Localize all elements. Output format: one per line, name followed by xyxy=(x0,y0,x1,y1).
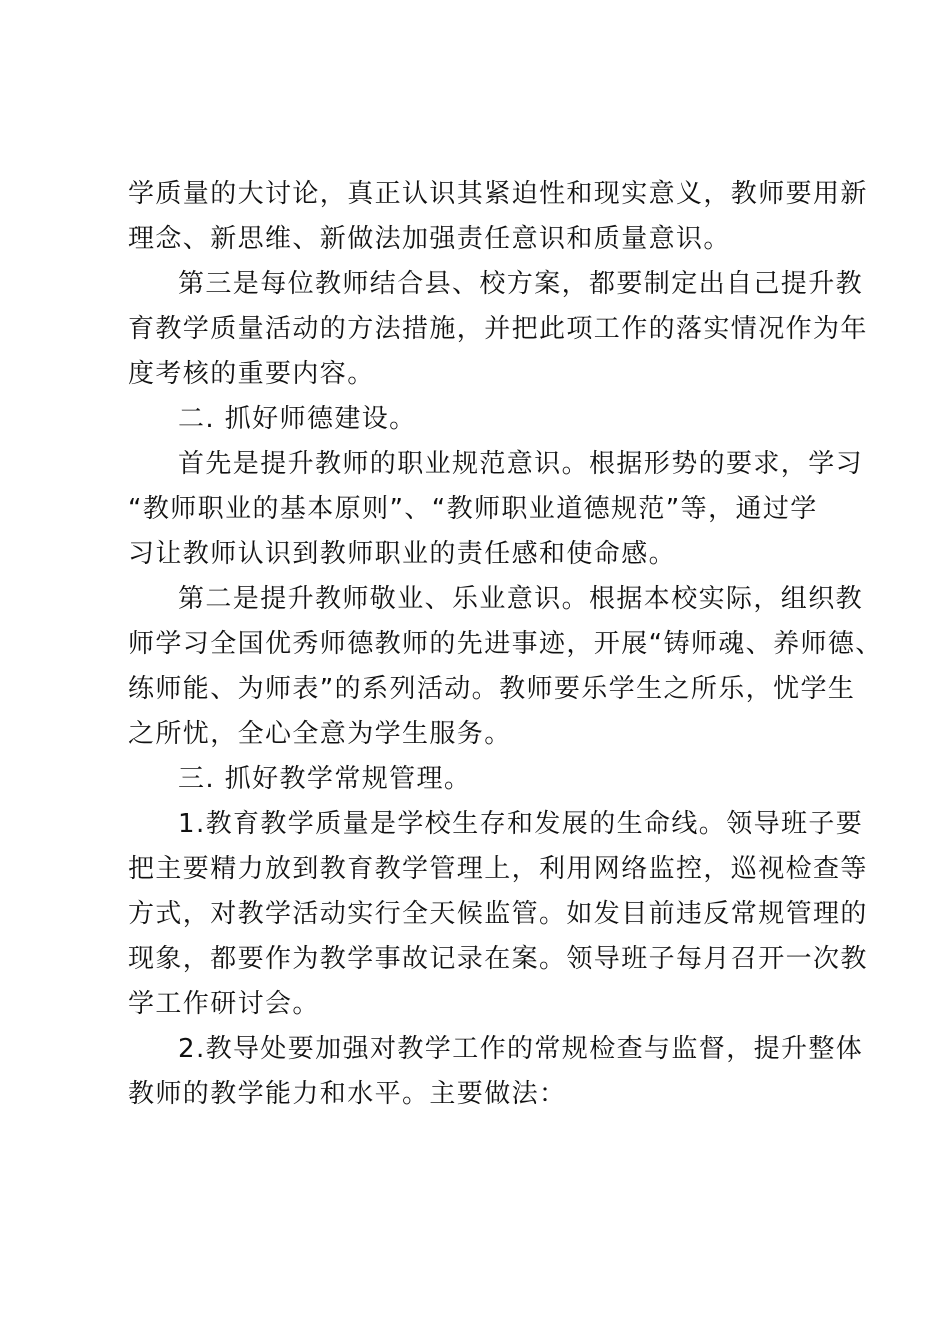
paragraph-first-line: 第二是提升教师敬业、乐业意识。根据本校实际，组织教 xyxy=(178,584,864,614)
text-line: 把主要精力放到教育教学管理上，利用网络监控，巡视检查等 xyxy=(128,854,868,884)
text-line: 之所忧，全心全意为学生服务。 xyxy=(128,719,512,749)
text-line: 师学习全国优秀师德教师的先进事迹，开展“铸师魂、养师德、 xyxy=(128,629,883,659)
text-line: 练师能、为师表”的系列活动。教师要乐学生之所乐，忧学生 xyxy=(128,674,856,704)
text-line: 育教学质量活动的方法措施，并把此项工作的落实情况作为年 xyxy=(128,314,868,344)
text-line: 学质量的大讨论，真正认识其紧迫性和现实意义，教师要用新 xyxy=(128,179,868,209)
text-line: 习让教师认识到教师职业的责任感和使命感。 xyxy=(128,539,677,569)
section-heading: 三. 抓好教学常规管理。 xyxy=(178,764,472,794)
text-line: “教师职业的基本原则”、“教师职业道德规范”等，通过学 xyxy=(128,494,818,524)
text-line: 教师的教学能力和水平。主要做法： xyxy=(128,1079,567,1109)
paragraph-first-line: 首先是提升教师的职业规范意识。根据形势的要求，学习 xyxy=(178,449,864,479)
text-line: 理念、新思维、新做法加强责任意识和质量意识。 xyxy=(128,224,731,254)
paragraph-first-line: 2.教导处要加强对教学工作的常规检查与监督，提升整体 xyxy=(178,1034,864,1064)
paragraph-first-line: 1.教育教学质量是学校生存和发展的生命线。领导班子要 xyxy=(178,809,864,839)
text-line: 方式，对教学活动实行全天候监管。如发目前违反常规管理的 xyxy=(128,899,868,929)
section-heading: 二. 抓好师德建设。 xyxy=(178,404,417,434)
text-line: 现象，都要作为教学事故记录在案。领导班子每月召开一次教 xyxy=(128,944,868,974)
paragraph-first-line: 第三是每位教师结合县、校方案，都要制定出自己提升教 xyxy=(178,269,864,299)
text-line: 度考核的重要内容。 xyxy=(128,359,375,389)
text-line: 学工作研讨会。 xyxy=(128,989,320,1019)
